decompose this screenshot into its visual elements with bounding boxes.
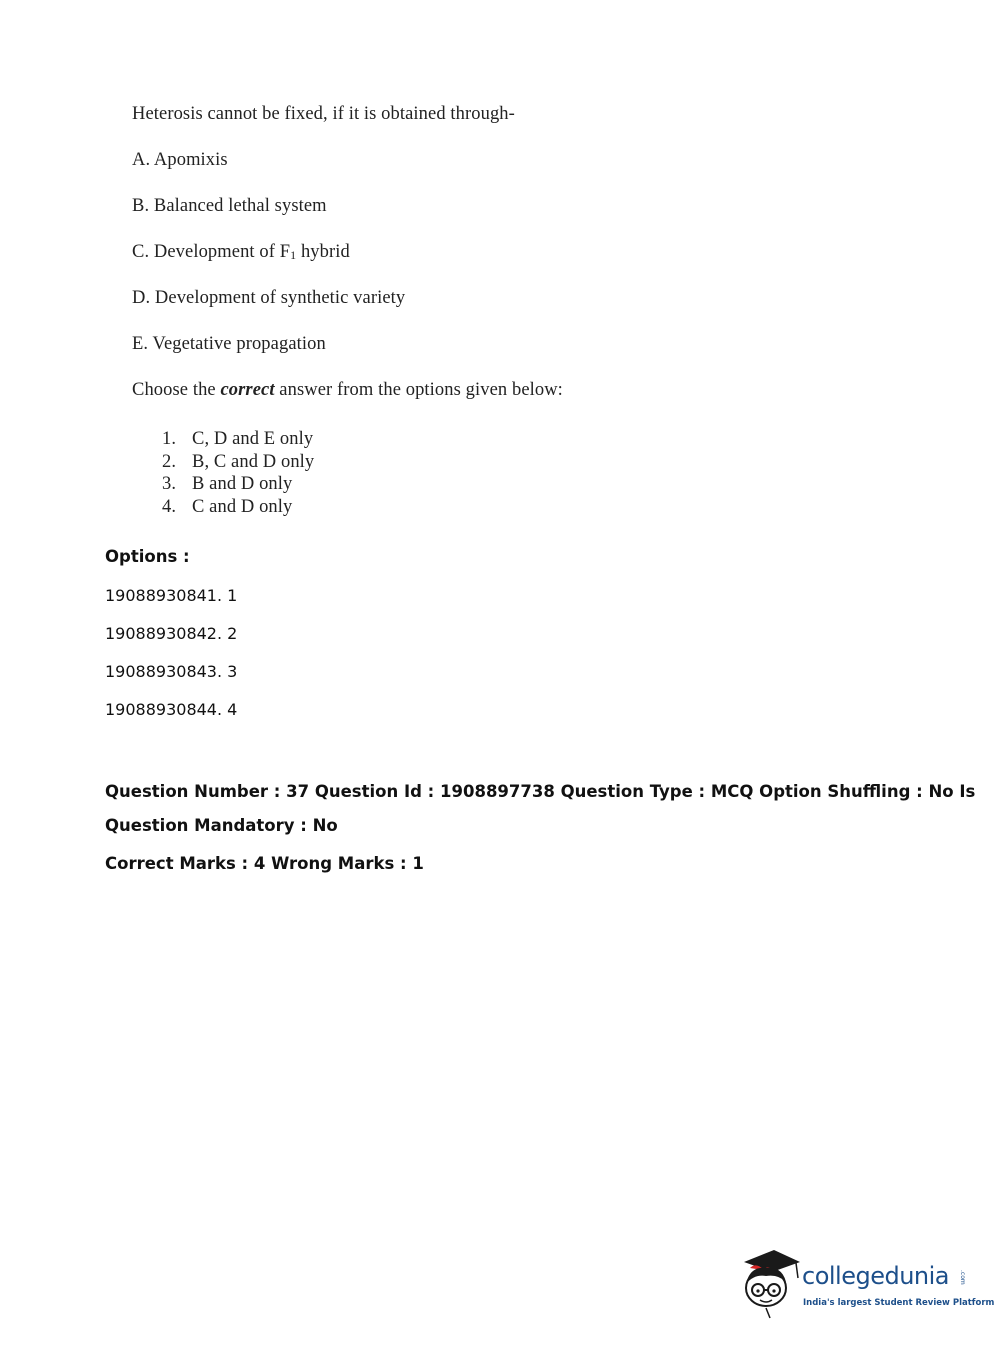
statement-text: Apomixis	[153, 150, 228, 170]
statement-d	[132, 288, 405, 309]
statement-letter: C.	[132, 242, 150, 262]
option-item: 19088930844. 4	[105, 700, 238, 719]
question-meta-line1: Question Number : 37 Question Id : 1908897738 Question Type : MCQ Option Shuffling : No Is	[105, 782, 976, 801]
answer-choice: 2. B, C and D only	[162, 451, 315, 472]
answer-choices	[162, 428, 314, 519]
statement-text: Vegetative propagation	[152, 334, 326, 354]
statement-c	[132, 242, 350, 263]
statement-a	[132, 150, 228, 171]
subscript: 1	[290, 248, 297, 262]
question-stem: Heterosis cannot be fixed, if it is obtained through-	[132, 104, 515, 124]
logo-suffix: .com	[959, 1270, 966, 1285]
logo-tagline: India's largest Student Review Platform	[803, 1298, 995, 1308]
statement-letter: B.	[132, 196, 150, 216]
question-meta-line2: Question Mandatory : No	[105, 816, 338, 835]
instruction: Choose the correct answer from the options given below:	[132, 380, 563, 400]
option-item: 19088930843. 3	[105, 662, 238, 681]
answer-choice: 1. C, D and E only	[162, 429, 314, 449]
instruction-emphasis: correct	[220, 380, 275, 400]
statement-text: Development of F1 hybrid	[153, 242, 350, 262]
collegedunia-logo	[740, 1248, 995, 1320]
marks-line: Correct Marks : 4 Wrong Marks : 1	[105, 854, 424, 873]
logo-wordmark: collegedunia	[802, 1262, 950, 1290]
option-item: 19088930841. 1	[105, 586, 238, 605]
statement-text: Development of synthetic variety	[154, 288, 406, 308]
statement-text: Balanced lethal system	[153, 196, 327, 216]
statement-letter: D.	[132, 288, 151, 308]
options-label: Options :	[105, 547, 190, 566]
statement-letter: A.	[132, 150, 151, 170]
answer-choice: 3. B and D only	[162, 474, 293, 495]
statement-b	[132, 196, 327, 217]
statement-letter: E.	[132, 334, 149, 354]
answer-choice: 4. C and D only	[162, 497, 293, 518]
statement-e	[132, 334, 326, 355]
mascot-icon	[740, 1248, 802, 1320]
option-item: 19088930842. 2	[105, 624, 238, 643]
